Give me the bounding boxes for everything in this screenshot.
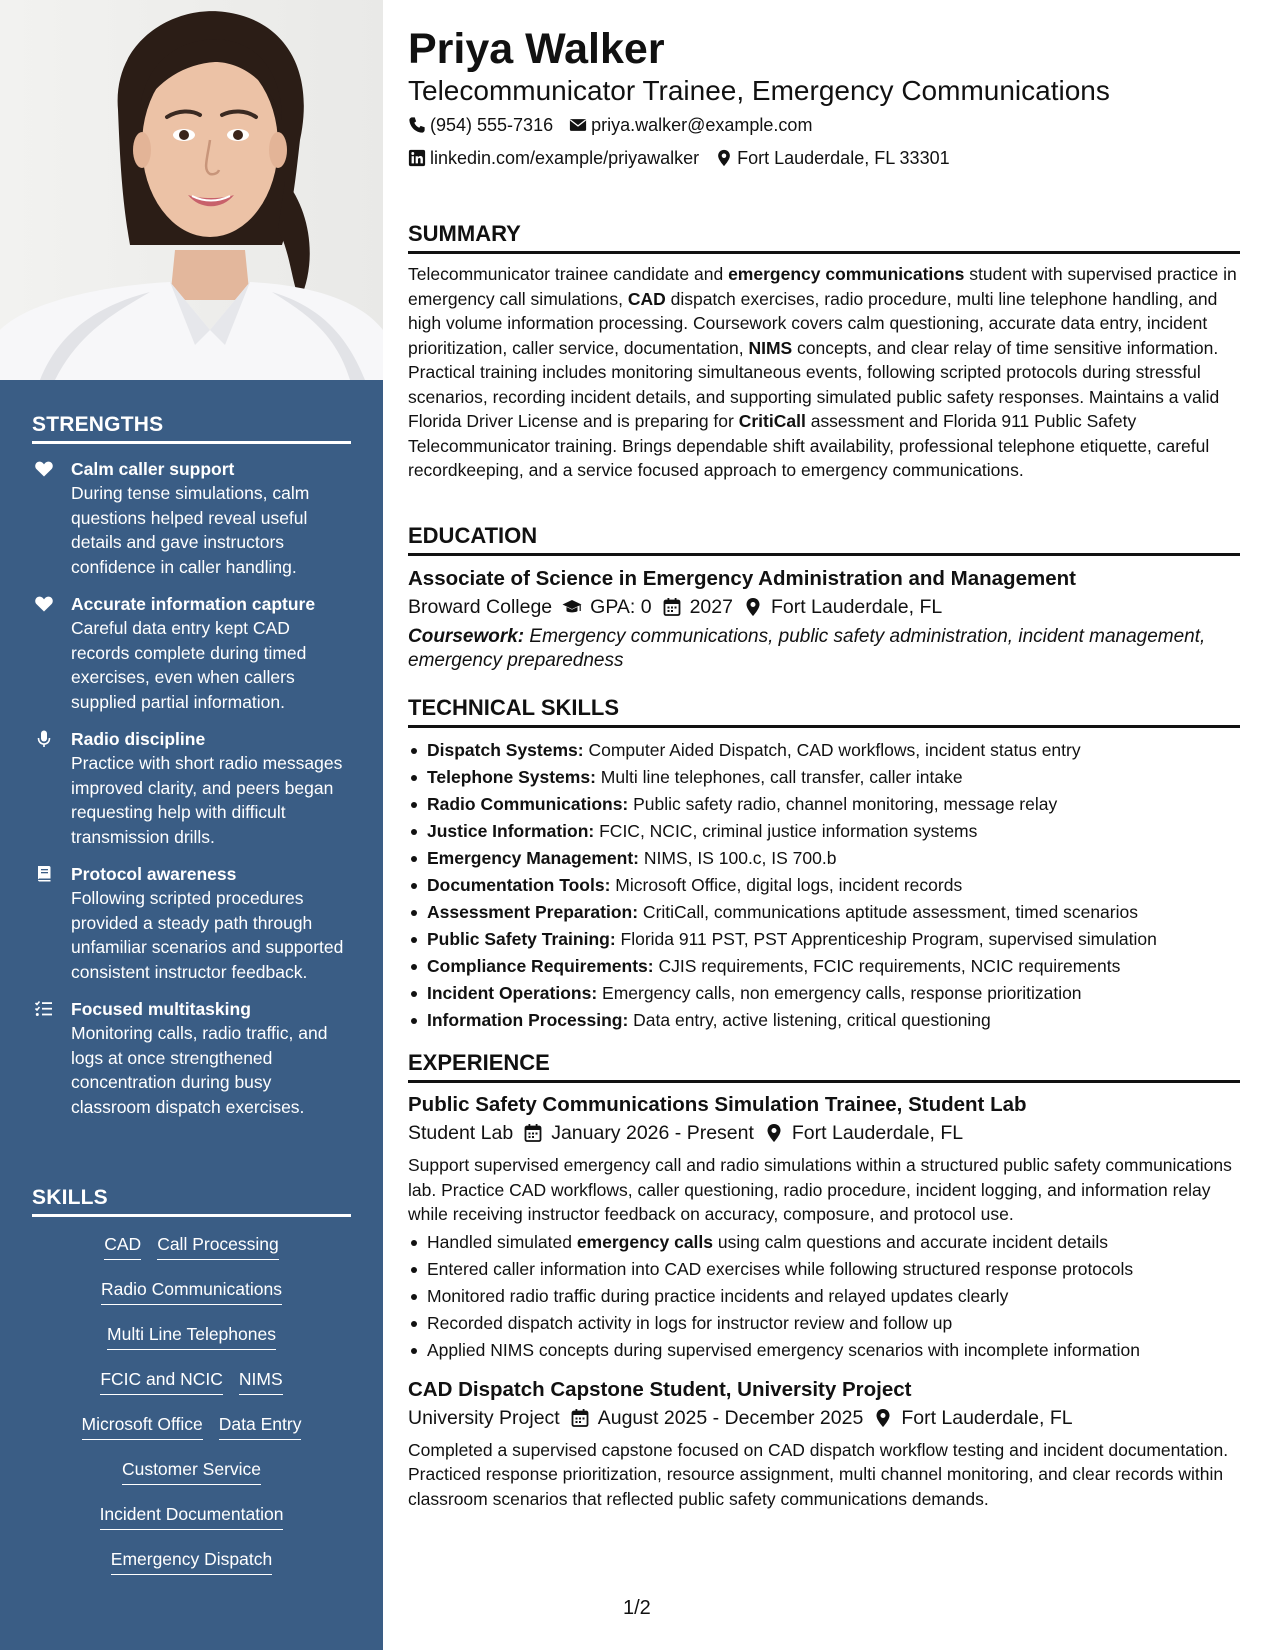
skill-values: Emergency calls, non emergency calls, response prioritization <box>597 983 1082 1003</box>
bullet-text: Handled simulated <box>427 1231 577 1252</box>
skill-tag: Data Entry <box>219 1413 302 1440</box>
technical-skills-section <box>408 694 1240 1034</box>
book-icon <box>34 864 54 884</box>
skill-tag: CAD <box>104 1233 141 1260</box>
skill-row <box>32 1368 351 1413</box>
skill-row <box>32 1323 351 1368</box>
list-item <box>408 899 1240 926</box>
skill-category: Public Safety Training: <box>427 929 616 949</box>
skill-tag: Multi Line Telephones <box>107 1323 276 1350</box>
skill-values: Public safety radio, channel monitoring, message relay <box>628 794 1058 814</box>
strength-title: Radio discipline <box>71 729 206 749</box>
candidate-headline: Telecommunicator Trainee, Emergency Communications <box>408 75 1110 106</box>
sidebar <box>0 0 383 1650</box>
skill-tag: Radio Communications <box>101 1278 282 1305</box>
list-item <box>408 953 1240 980</box>
tasks-icon <box>34 999 54 1019</box>
skill-category: Emergency Management: <box>427 848 640 868</box>
skill-category: Telephone Systems: <box>427 767 596 787</box>
map-pin-icon <box>754 1123 792 1143</box>
list-item <box>408 845 1240 872</box>
job-location: Fort Lauderdale, FL <box>901 1406 1073 1429</box>
experience-heading: EXPERIENCE <box>408 1049 1240 1083</box>
skill-values: Data entry, active listening, critical questioning <box>628 1010 991 1030</box>
strength-description: Practice with short radio messages improved clarity, and peers began requesting help with difficult transmission drills. <box>71 753 343 847</box>
strength-description: Monitoring calls, radio traffic, and logs at once strengthened concentration during busy classroom dispatch exercises. <box>71 1023 328 1117</box>
strength-item <box>32 997 351 1119</box>
list-item <box>408 872 1240 899</box>
strengths-heading: STRENGTHS <box>32 413 351 444</box>
skill-row <box>32 1503 351 1548</box>
skill-category: Information Processing: <box>427 1010 629 1030</box>
candidate-name: Priya Walker <box>408 25 665 73</box>
bullet-text: Applied NIMS concepts during supervised emergency scenarios with incomplete information <box>427 1339 1140 1360</box>
skill-values: Microsoft Office, digital logs, incident records <box>610 875 963 895</box>
skill-values: Computer Aided Dispatch, CAD workflows, incident status entry <box>583 740 1081 760</box>
coursework-label: Coursework: <box>408 626 525 647</box>
skill-values: FCIC, NCIC, criminal justice information systems <box>594 821 978 841</box>
skill-row <box>32 1548 351 1593</box>
job-title: CAD Dispatch Capstone Student, University Project <box>408 1377 912 1401</box>
summary-keyword: CAD <box>627 288 666 309</box>
skill-category: Dispatch Systems: <box>427 740 584 760</box>
strength-title: Accurate information capture <box>71 594 316 614</box>
strengths-section <box>32 413 351 1119</box>
list-item <box>408 764 1240 791</box>
skill-category: Incident Operations: <box>427 983 598 1003</box>
skill-values: Florida 911 PST, PST Apprenticeship Program, supervised simulation <box>615 929 1157 949</box>
skill-tag: Microsoft Office <box>82 1413 203 1440</box>
summary-keyword: emergency communications <box>728 264 965 284</box>
summary-keyword: NIMS <box>748 337 793 358</box>
skill-category: Radio Communications: <box>427 794 629 814</box>
job-meta <box>408 1404 1240 1432</box>
organization-name: Student Lab <box>408 1122 514 1144</box>
skill-tag: Call Processing <box>157 1233 279 1260</box>
strength-description: Careful data entry kept CAD records complete during timed exercises, even when callers supplied partial information. <box>71 618 307 712</box>
list-item <box>408 1337 1240 1364</box>
map-pin-icon <box>733 597 771 617</box>
summary-keyword: CritiCall <box>738 411 806 431</box>
job-meta <box>408 1119 1240 1147</box>
technical-skills-list <box>408 737 1240 1034</box>
phone-icon <box>408 116 430 134</box>
skill-values: NIMS, IS 100.c, IS 700.b <box>639 848 837 868</box>
strength-description: During tense simulations, calm questions helped reveal useful details and gave instructors confidence in caller handling. <box>71 483 310 577</box>
skill-values: CJIS requirements, FCIC requirements, NCIC requirements <box>653 956 1121 976</box>
strength-item <box>32 862 351 984</box>
coursework <box>408 625 1240 673</box>
skill-row <box>32 1278 351 1323</box>
job-description: Support supervised emergency call and radio simulations within a structured public safety communications lab. Practice CAD workflows, caller questioning, radio procedure, incident logging, and information relay while receiving instructor feedback on accuracy, composure, and protocol use. <box>408 1155 1232 1224</box>
job-title: Public Safety Communications Simulation Trainee, Student Lab <box>408 1093 1027 1116</box>
skill-values: CritiCall, communications aptitude assessment, timed scenarios <box>638 902 1138 922</box>
heart-icon <box>34 594 54 614</box>
job-bullets <box>408 1229 1240 1364</box>
strength-title: Protocol awareness <box>71 864 237 884</box>
job-dates: January 2026 - Present <box>551 1122 754 1144</box>
graduation-year: 2027 <box>689 596 733 618</box>
degree-title: Associate of Science in Emergency Administration and Management <box>408 567 1076 590</box>
experience-section <box>408 1049 1240 1511</box>
list-item <box>408 1007 1240 1034</box>
summary-heading: SUMMARY <box>408 220 1240 254</box>
summary-text <box>408 262 1240 483</box>
contact-row <box>408 147 966 169</box>
linkedin-icon <box>408 149 430 167</box>
email-contact[interactable] <box>569 114 812 136</box>
summary-fragment: dispatch exercises, radio procedure, multi line telephone handling, and high volume information processing. Coursework covers calm questioning, accurate data entry, incident prioritization, caller service, documentation, <box>408 288 1218 358</box>
strength-title: Focused multitasking <box>71 999 251 1019</box>
skill-category: Justice Information: <box>427 821 595 841</box>
email-text: priya.walker@example.com <box>591 115 813 135</box>
bullet-text: Recorded dispatch activity in logs for instructor review and follow up <box>427 1312 953 1333</box>
calendar-icon <box>652 597 690 617</box>
calendar-icon <box>513 1123 551 1143</box>
bullet-text: using calm questions and accurate incident details <box>713 1231 1108 1252</box>
graduation-cap-icon <box>552 597 590 617</box>
strength-item <box>32 592 351 714</box>
summary-fragment: assessment and Florida 911 Public Safety Telecommunicator training. Brings dependable shift availability, professional telephone etiquette, careful recordkeeping, and a service focused approach to emergency communications. <box>408 411 1210 480</box>
skill-row <box>32 1458 351 1503</box>
summary-fragment: Telecommunicator trainee candidate and <box>408 264 729 284</box>
education-meta <box>408 593 1240 621</box>
map-pin-icon <box>715 149 737 167</box>
technical-skills-heading: TECHNICAL SKILLS <box>408 694 1240 728</box>
strength-item <box>32 727 351 849</box>
school-location: Fort Lauderdale, FL <box>770 596 943 618</box>
list-item <box>408 791 1240 818</box>
profile-photo <box>0 0 383 380</box>
skill-tag: Emergency Dispatch <box>111 1548 272 1575</box>
list-item <box>408 737 1240 764</box>
list-item <box>408 980 1240 1007</box>
list-item <box>408 926 1240 953</box>
location-contact <box>715 147 949 169</box>
location-text: Fort Lauderdale, FL 33301 <box>737 148 950 168</box>
gpa-text: GPA: 0 <box>590 596 652 618</box>
linkedin-text: linkedin.com/example/priyawalker <box>430 148 700 168</box>
list-item <box>408 1256 1240 1283</box>
strength-item <box>32 457 351 579</box>
school-name: Broward College <box>408 596 553 618</box>
heart-icon <box>34 459 54 479</box>
skill-tag: NIMS <box>239 1368 283 1395</box>
skill-row <box>32 1233 351 1278</box>
experience-entry <box>408 1091 1240 1364</box>
list-item <box>408 1283 1240 1310</box>
list-item <box>408 1229 1240 1256</box>
bullet-keyword: emergency calls <box>576 1231 714 1252</box>
skills-tags <box>32 1233 351 1593</box>
job-location: Fort Lauderdale, FL <box>791 1122 964 1144</box>
skill-category: Compliance Requirements: <box>427 956 654 976</box>
strength-title: Calm caller support <box>71 459 235 479</box>
job-dates: August 2025 - December 2025 <box>597 1406 864 1429</box>
skill-category: Assessment Preparation: <box>427 902 639 922</box>
job-description: Completed a supervised capstone focused on CAD dispatch workflow testing and incident documentation. Practiced response prioritization, resource assignment, multi channel monitoring, and clear records within classroom scenarios that reflected public safety communications demands. <box>408 1439 1229 1509</box>
skills-heading: SKILLS <box>32 1186 351 1217</box>
linkedin-contact[interactable] <box>408 147 699 169</box>
bullet-text: Monitored radio traffic during practice incidents and relayed updates clearly <box>427 1285 1009 1306</box>
summary-fragment: student with supervised practice in emergency call simulations, <box>408 264 1237 309</box>
list-item <box>408 818 1240 845</box>
coursework-list: Emergency communications, public safety administration, incident management, emergency preparedness <box>408 626 1206 671</box>
organization-name: University Project <box>408 1406 560 1429</box>
skill-tag: FCIC and NCIC <box>100 1368 223 1395</box>
education-section <box>408 522 1240 673</box>
list-item <box>408 1310 1240 1337</box>
phone-contact[interactable] <box>408 114 553 136</box>
skill-values: Multi line telephones, call transfer, caller intake <box>595 767 963 787</box>
skill-category: Documentation Tools: <box>427 875 611 895</box>
skill-tag: Customer Service <box>122 1458 261 1485</box>
map-pin-icon <box>863 1408 901 1428</box>
contact-row <box>408 114 828 136</box>
experience-entry <box>408 1376 1240 1512</box>
skill-row <box>32 1413 351 1458</box>
bullet-text: Entered caller information into CAD exercises while following structured response protocols <box>427 1258 1134 1279</box>
summary-fragment: concepts, and clear relay of time sensitive information. Practical training includes monitoring simultaneous events, following scripted protocols during stressful scenarios, recording incident details, and supporting simulated public safety responses. Maintains a valid Florida Driver License and is preparing for <box>408 337 1220 431</box>
page-number: 1/2 <box>623 1597 651 1619</box>
microphone-icon <box>34 729 54 749</box>
phone-text: (954) 555-7316 <box>430 115 554 135</box>
calendar-icon <box>560 1408 598 1428</box>
strength-description: Following scripted procedures provided a steady path through unfamiliar scenarios and supported consistent instructor feedback. <box>71 888 344 982</box>
education-heading: EDUCATION <box>408 522 1240 556</box>
skills-section <box>32 1186 351 1593</box>
skill-tag: Incident Documentation <box>100 1503 284 1530</box>
summary-section <box>408 220 1240 483</box>
envelope-icon <box>569 116 591 134</box>
